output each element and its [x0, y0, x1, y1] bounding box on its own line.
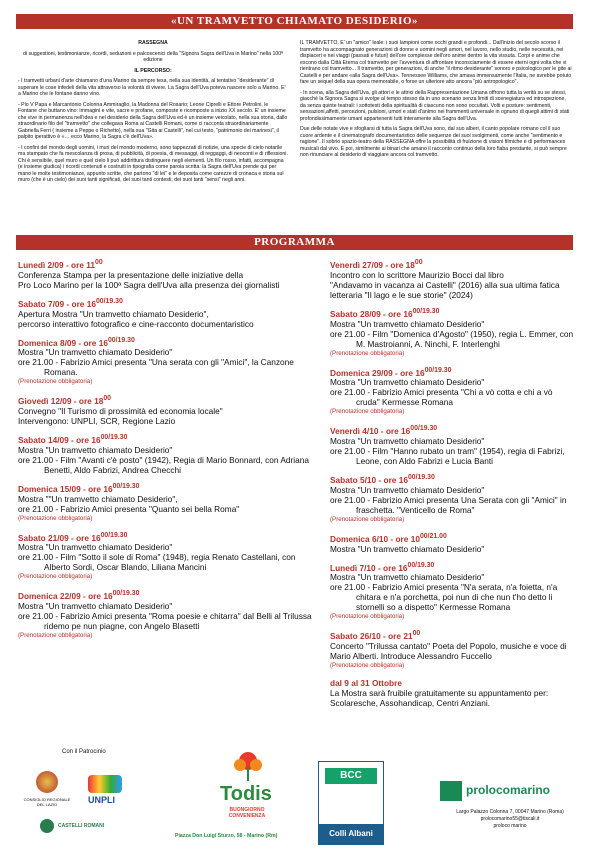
program-event [18, 297, 312, 329]
event-time-sup: 00 [414, 259, 423, 266]
event-date: Lunedì 7/10 [330, 562, 376, 573]
event-line: Incontro con lo scrittore Maurizio Bocci dal libro [330, 269, 504, 280]
event-line: Conferenza Stampa per la presentazione delle iniziative della [18, 269, 244, 280]
event-booking-note: (Prenotazione obbligatoria) [18, 514, 93, 522]
event-date-separator: - [392, 367, 401, 378]
rassegna-heading: RASSEGNA [138, 40, 168, 46]
event-time: ore 16 [83, 337, 108, 348]
event-line: Mostra "Un tramvetto chiamato Desiderio" [330, 572, 485, 583]
event-line: Mostra "Un tramvetto chiamato Desiderio" [18, 444, 173, 455]
event-date-separator: - [378, 426, 386, 437]
event-date-separator: - [383, 259, 391, 270]
event-line: Mostra "Un tramvetto chiamato Desiderio" [330, 318, 485, 329]
event-booking-note: (Prenotazione obbligatoria) [18, 573, 93, 581]
event-line: Apertura Mostra "Un tramvetto chiamato Desiderio", [18, 308, 209, 319]
percorso-heading: IL PERCORSO: [134, 67, 172, 74]
event-booking-note: (Prenotazione obbligatoria) [330, 408, 405, 416]
event-performance: ore 21.00 - Fabrizio Amici presenta "Chi a vò cotta e chi a vò cruda" Kermesse Romana [330, 387, 553, 408]
proloco-wordmark: prolocomarino [466, 783, 551, 797]
event-heading [330, 678, 574, 688]
event-time-sup: 00/19.30 [95, 297, 123, 305]
event-line: Mostra ""Un tramvetto chiamato Desiderio", [18, 493, 178, 504]
todis-tagline: BUONGIORNO CONVENIENZA [228, 807, 266, 819]
proloco-facebook: proloco marino [493, 823, 527, 829]
event-heading [330, 307, 574, 319]
event-booking-note: (Prenotazione obbligatoria) [18, 378, 93, 386]
event-time: ore 16 [385, 426, 411, 437]
event-date-separator: - [71, 396, 79, 407]
event-heading [18, 336, 312, 348]
event-date: Sabato 28/09 [330, 308, 381, 319]
intro-left-column [18, 40, 288, 188]
event-date-separator: - [68, 434, 77, 445]
event-time: ore 18 [390, 259, 415, 270]
event-performance: ore 21.00 - Fabrizio Amici presenta Una Serata con gli "Amici" in fraschetta. "Venticello de Roma" [330, 494, 567, 515]
intro-paragraph-4: IL TRAMVETTO. E' un "amico" leale: i suoi lampioni come occhi grandi e profondi... Dall'inizio del secolo scorso il tramvetto ha accompagnato generazioni di donne e uomini negli amori, nel lavoro, nello studio, nelle necessità, nei dispiaceri e nei viaggi (passati e futuri) dell'ore complesse dell'oro anime dentro la vita vissuta. Corpi e anime che escono dalla Città Eterna col tramvetto per l'avventura di affrontare inconsciamente di essere eterni ogni volta che vi rientrano col tramvetto... Il tramvetto, per generazioni, di anche "il ritmo desiderante" sonoro e psicologico per le gite ai Castelli e per andare «alla Sagra dell'Uva». Tennessee Williams, che amava immensamente l'Italia, ne avrebbe potuto fare un sequel della sua opera memorabile, o forse un ulteriore atto ancora "più antropologico". [300, 40, 572, 85]
event-heading [330, 561, 574, 573]
event-heading [18, 589, 312, 601]
program-event [18, 394, 312, 426]
event-date-separator: - [376, 474, 384, 485]
event-line: Mostra "Un tramvetto chiamato Desiderio" [18, 347, 173, 358]
event-date-separator: - [375, 562, 384, 573]
proloco-email: prolocomarino55@tiscali.it [480, 816, 540, 822]
event-heading [18, 258, 312, 270]
event-date-separator: - [380, 308, 389, 319]
event-line: Intervengono: UNPLI, SCR, Regione Lazio [18, 416, 176, 427]
unpli-label: UNPLI [88, 795, 115, 805]
title-banner [16, 14, 573, 29]
event-date: Sabato 21/09 [18, 532, 69, 543]
event-time-sup: 00/19.30 [107, 336, 135, 344]
programma-title: PROGRAMMA [254, 236, 335, 248]
program-event [330, 258, 574, 300]
event-heading [330, 366, 574, 378]
bcc-logo [318, 761, 384, 845]
program-event [18, 258, 312, 290]
event-line: percorso interattivo fotografico e cine-racconto documentaristico [18, 318, 254, 329]
event-date: Domenica 6/10 [330, 533, 389, 544]
event-time-sup: 00/21.00 [419, 532, 447, 540]
intro-paragraph-3: - I confini del mondo degli uomini, i muri del mondo moderno, sono tappezzati di notizie, una specie di cielo notarile ma stampato che fa mescolanza di prosa, di pubblicità, di poesia, di messaggi, di reggaggi, di neoconti e di riflessioni. Chi è sensibile, quel muro e quel cielo li può addirittura distinguere negli elementi. Un filo rosso, infatti, accompagna (e insieme giudica) i ricordi contenuti e costruiti in tipografia come parola scritta: la Sagra dell'Uva prende qui per mano le molte testimonianze, appunto scritte, che partono "di lei" e le deposita come carezze di cronaca e storia sul muro (che è un cielo) dei suoi tanti significati, dei suoi tanti contesti, dei suoi tanti "sensi" negli anni. [18, 144, 288, 183]
event-date-separator: - [80, 591, 89, 602]
program-left-column [18, 258, 312, 648]
program-right-column [330, 258, 574, 715]
event-date: Giovedì 12/09 [18, 396, 72, 407]
intro-right-column [300, 40, 572, 163]
event-heading [330, 473, 574, 485]
event-time-sup: 00 [412, 630, 421, 638]
event-date-separator: - [388, 533, 396, 544]
program-event [330, 629, 574, 671]
event-line: Mostra "Un tramvetto chiamato Desiderio" [18, 601, 173, 612]
program-event [18, 531, 312, 583]
event-time: ore 16 [71, 298, 96, 309]
intro-paragraph-1: - I tramvetti urbani d'arte chiamano d'una Marino da sempre tesa, nella sua identità, al tentativo "desiderante" di superare le cose infedeli della vita attraverso la volontà di vivere. La Sagra dell'Uva poteva nascere solo a Marino. E' a Marino che le fontane danno vino. [18, 78, 286, 97]
event-booking-note: (Prenotazione obbligatoria) [330, 613, 405, 621]
event-time: ore 16 [88, 591, 113, 602]
event-heading [18, 482, 312, 494]
event-line: Pro Loco Marino per la 100ª Sagra dell'Uva alla presenza dei giornalisti [18, 279, 280, 290]
event-date: Domenica 29/09 [330, 367, 393, 378]
event-performance: ore 21.00 - Fabrizio Amici presenta "Roma poesie e chitarra" dal Belli al Trilussa ridemo pe nun piagne, con Angelo Blasetti [18, 611, 312, 632]
intro-paragraph-6: Due delle notate vive e sfogliarsi di tutta la Sagra dell'Uva sono, dal suo alberi, il canto popolare romano col il suo cuore ardente e il cinematografo documentaristico delle sequenze dei suoi svolgimenti, come anche "sentimento e ragione". Il sobrio spazio-teatro della RASSEGNA offre la possibilità di fruizione di visioni filmiche e di performances musicali dal vivo. E poi, similmente ai binari che amano il racconto continuo della loro fiaba prestante, si può sempre non rinunciare al desiderio di viaggiare ancora col tramvetto. [300, 126, 567, 158]
patrocinio-label: Con il Patrocinio [62, 749, 106, 755]
event-date-separator: - [76, 337, 84, 348]
event-date: Sabato 14/09 [18, 434, 69, 445]
event-time-sup: 00 [95, 259, 103, 266]
program-event [330, 532, 574, 554]
proloco-icon [440, 781, 462, 801]
intro-paragraph-5: - In scena, alla Sagra dell'Uva, gli attori e le attrici della Rappresentazione Umana offrono tutta la verità su se stessi, giacché la Signora Sagra si svolge al tempo stesso da in uno scenario senza limiti di scenegiatura ed introspezione, da senza quinte teatrali: i sottotesti della spiritualità di ciascuno non sono occultati. Volti e posture: sentimenti, sensazioni,affetti, percezioni, pulsioni, umori e stati d'animo nei frammenti universale in ognuno di quegli attimi di stati profondissimamente umani appartenenti tutti interamente alla Sagra dell'Uva. [300, 89, 570, 122]
event-heading [330, 258, 574, 270]
event-line: Mostra "Un tramvetto chiamato Desiderio" [18, 542, 173, 553]
event-date-separator: - [80, 483, 89, 494]
event-time: ore 16 [383, 562, 408, 573]
event-time: ore 21 [388, 631, 413, 642]
event-booking-note: (Prenotazione obbligatoria) [18, 632, 93, 640]
event-date: dal 9 al 31 Ottobre [330, 678, 402, 689]
proloco-address: Largo Palazzo Colonna 7, 00047 Marino (Roma) [456, 809, 564, 815]
castelli-label: CASTELLI ROMANI [58, 823, 105, 829]
event-time-sup: 00/19.30 [424, 366, 452, 374]
event-time-sup: 00/19.30 [100, 531, 128, 539]
footer [0, 747, 589, 862]
event-time: ore 16 [383, 474, 408, 485]
event-date-separator: - [380, 631, 389, 642]
event-date-separator: - [63, 259, 72, 270]
event-line: La Mostra sarà fruibile gratuitamente su appuntamento per: Scolaresche, Assohandicap, Centri Anziani. [330, 688, 549, 709]
event-date: Domenica 22/09 [18, 591, 81, 602]
program-event [330, 473, 574, 525]
event-time: ore 16 [400, 367, 425, 378]
event-date: Sabato 26/10 [330, 631, 381, 642]
event-performance: ore 21.00 - Fabrizio Amici presenta "Quanto sei bella Roma" [18, 503, 240, 514]
event-heading [18, 433, 312, 445]
event-time: ore 16 [388, 308, 413, 319]
event-line: Mostra "Un tramvetto chiamato Desiderio" [330, 484, 485, 495]
castelli-romani-logo [40, 819, 54, 833]
banner-title: «UN TRAMVETTO CHIAMATO DESIDERIO» [170, 15, 419, 27]
program-event [18, 482, 312, 524]
event-performance: ore 21.00 - Film "Domenica d'Agosto" (1950), regia L. Emmer, con M. Mastroianni, A. Ninchi, F. Interlenghi [330, 328, 574, 349]
event-performance: ore 21.00 - Fabrizio Amici presenta "N'a serata, n'a foietta, n'a chitara e n'a porchetta, poi nun di che nun t'ho detto li stornelli so a dispetto" Kermesse Romana [330, 582, 558, 613]
event-date: Sabato 7/09 [18, 298, 65, 309]
event-time: ore 16 [88, 483, 113, 494]
event-date-separator: - [64, 298, 72, 309]
proloco-contacts [440, 809, 580, 830]
event-date: Domenica 15/09 [18, 483, 81, 494]
event-time-sup: 00/19.30 [407, 561, 435, 569]
program-event [18, 589, 312, 641]
event-heading [18, 394, 312, 406]
program-event [330, 307, 574, 359]
rassegna-subheading: di suggestioni, testimonianze, ricordi, seduzioni e palcoscenici della "Signora Sagra dell'Uva in Marino" nella 100ª edizione [22, 50, 284, 63]
event-booking-note: (Prenotazione obbligatoria) [330, 662, 405, 670]
event-date: Venerdì 4/10 [330, 426, 379, 437]
event-performance: ore 21.00 - Film "Sotto il sole di Roma" (1948), regia Renato Castellani, con Alberto Sordi, Oscar Blando, Liliana Mancini [18, 552, 296, 573]
event-time: ore 11 [71, 259, 96, 270]
event-time-sup: 00/19.30 [112, 590, 140, 598]
event-time: ore 18 [78, 396, 104, 407]
event-time-sup: 00/19.30 [412, 307, 440, 315]
event-date: Domenica 8/09 [18, 337, 77, 348]
event-line: Concerto "Trilussa cantato" Poeta del Popolo, musiche e voce di Mario Alberti. Introduce Alessandro Fuccello [330, 641, 567, 662]
event-date: Lunedì 2/09 [18, 259, 64, 270]
event-performance: ore 21.00 - Film "Hanno rubato un tram" (1954), regia di Fabrizi, Leone, con Aldo Fabrizi e Lucia Banti [330, 446, 565, 467]
event-time-sup: 00 [103, 395, 112, 403]
event-line: Mostra "Un tramvetto chiamato Desiderio" [330, 543, 485, 554]
unpli-logo [88, 775, 122, 793]
event-heading [330, 629, 574, 641]
event-heading [330, 424, 574, 436]
consiglio-label: CONSIGLIO REGIONALE DEL LAZIO [23, 797, 71, 807]
event-date-separator: - [68, 532, 77, 543]
event-time: ore 10 [395, 533, 420, 544]
program-event [18, 336, 312, 388]
bcc-mark: BCC [325, 768, 377, 784]
event-performance: ore 21.00 - Fabrizio Amici presenta "Una serata con gli "Amici", la Canzone Romana. [18, 357, 294, 378]
event-line: Mostra "Un tramvetto chiamato Desiderio" [330, 377, 485, 388]
event-booking-note: (Prenotazione obbligatoria) [330, 349, 405, 357]
event-performance: ore 21.00 - Film "Avanti c'è posto" (1942), Regia di Mario Bonnard, con Adriana Benetti, Aldo Fabrizi, Andrea Checchi [18, 454, 309, 475]
bcc-label: Colli Albani [319, 824, 383, 844]
event-booking-note: (Prenotazione obbligatoria) [330, 515, 405, 523]
todis-address: Piazza Don Luigi Sturzo, 58 - Marino (Rm) [175, 833, 278, 839]
event-line: Mostra "Un tramvetto chiamato Desiderio" [330, 436, 485, 447]
todis-flower-icon [228, 749, 268, 783]
intro-paragraph-2: - Pio V Papa e Marcantonio Colonna Ammiraglio, la Madonna del Rosario; Leone Ciprelli e Ettore Petrolini, le Fontane che buttano vino: immagini e vite, sacre e profane, composte e ricomposte a inizio XX secolo. E' un insieme che vive in permanenza nell'idea e nel desiderio della Sagra dell'Uva ed è un insieme veicolato, nella sua storia, dallo straordinario filo del "tramvetto" che collegava Roma ai Castelli Romani, come ci racconta straordinariamente Gabriella Ferri ( insieme a Peppe o Richetto), nella sua "Gita ai Castelli", nel cui testo, "patrimonio dei marinesi", il palpito iperattivo è «… ecco Marino, la Sagra c'è dell'Uva». [18, 101, 288, 140]
event-time-sup: 00/19.30 [407, 474, 435, 482]
event-heading [18, 297, 312, 309]
program-event [330, 366, 574, 418]
event-line: Convegno "Il Turismo di prossimità ed economia locale" [18, 406, 223, 417]
event-time-sup: 00/19.30 [112, 482, 140, 490]
program-event [330, 561, 574, 623]
event-time-sup: 00/19.30 [100, 434, 128, 442]
event-time: ore 16 [76, 532, 101, 543]
program-event [330, 424, 574, 466]
event-heading [18, 531, 312, 543]
event-heading [330, 532, 574, 544]
program-event [18, 433, 312, 475]
event-time: ore 16 [76, 434, 101, 445]
programma-banner [16, 235, 573, 250]
program-event [330, 678, 574, 708]
event-date: Venerdì 27/09 [330, 259, 384, 270]
event-date: Sabato 5/10 [330, 474, 377, 485]
event-line: "Andavamo in vacanza ai Castelli" (2016) alla sua ultima fatica letteraria "Il lago e le sue storie" (2024) [330, 279, 560, 300]
event-time-sup: 00/19.30 [410, 425, 438, 433]
consiglio-regionale-logo [36, 771, 58, 793]
todis-wordmark: Todis [220, 783, 272, 805]
